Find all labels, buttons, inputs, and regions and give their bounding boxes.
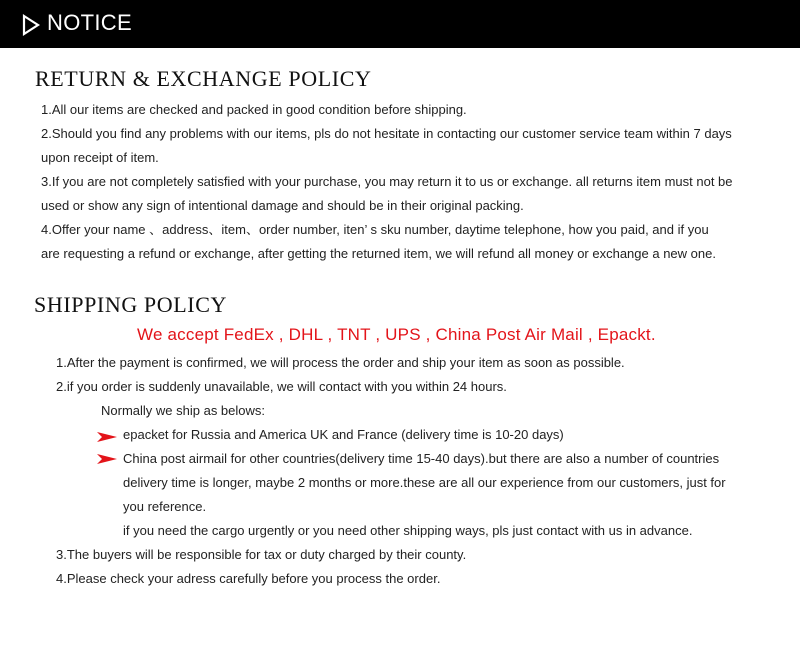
shipping-item-4: 4.Please check your adress carefully before you process the order. <box>56 571 441 586</box>
shipping-policy-title: SHIPPING POLICY <box>34 292 227 317</box>
return-line: 1.All our items are checked and packed in good condition before shipping. <box>41 102 467 117</box>
return-line: used or show any sign of intentional damage and should be in their original packing. <box>41 198 524 213</box>
red-arrow-icon <box>96 453 118 465</box>
notice-header <box>0 0 800 48</box>
shipping-item-2: 2.if you order is suddenly unavailable, we will contact with you within 24 hours. <box>56 379 507 394</box>
shipping-item-1: 1.After the payment is confirmed, we will process the order and ship your item as soon as possible. <box>56 355 625 370</box>
shipping-bullet-2-line: delivery time is longer, maybe 2 months or more.these are all our experience from our customers, just for <box>123 475 726 490</box>
shipping-item-3: 3.The buyers will be responsible for tax or duty charged by their county. <box>56 547 467 562</box>
return-line: upon receipt of item. <box>41 150 159 165</box>
return-line: 2.Should you find any problems with our items, pls do not hesitate in contacting our customer service team within 7 days <box>41 126 732 141</box>
shipping-bullet-2-line: you reference. <box>123 499 207 514</box>
return-line: 3.If you are not completely satisfied with your purchase, you may return it to us or exchange. all returns item must not be <box>41 174 733 189</box>
shipping-bullet-2-line: China post airmail for other countries(delivery time 15-40 days).but there are also a number of countries <box>123 451 720 466</box>
return-line: are requesting a refund or exchange, after getting the returned item, we will refund all money or exchange a new one. <box>41 246 716 261</box>
shipping-bullet-1: epacket for Russia and America UK and France (delivery time is 10-20 days) <box>123 427 564 442</box>
return-policy-title: RETURN & EXCHANGE POLICY <box>35 66 372 91</box>
accepted-carriers: We accept FedEx , DHL , TNT , UPS , China Post Air Mail , Epackt. <box>137 325 656 344</box>
return-line: 4.Offer your name 、address、item、order number, iten’ s sku number, daytime telephone, how you paid, and if you <box>41 222 709 237</box>
header-title: NOTICE <box>47 10 132 35</box>
play-outline-icon <box>22 14 40 36</box>
red-arrow-icon <box>96 431 118 443</box>
shipping-normally: Normally we ship as belows: <box>101 403 266 418</box>
shipping-urgent: if you need the cargo urgently or you need other shipping ways, pls just contact with us in advance. <box>123 523 693 538</box>
